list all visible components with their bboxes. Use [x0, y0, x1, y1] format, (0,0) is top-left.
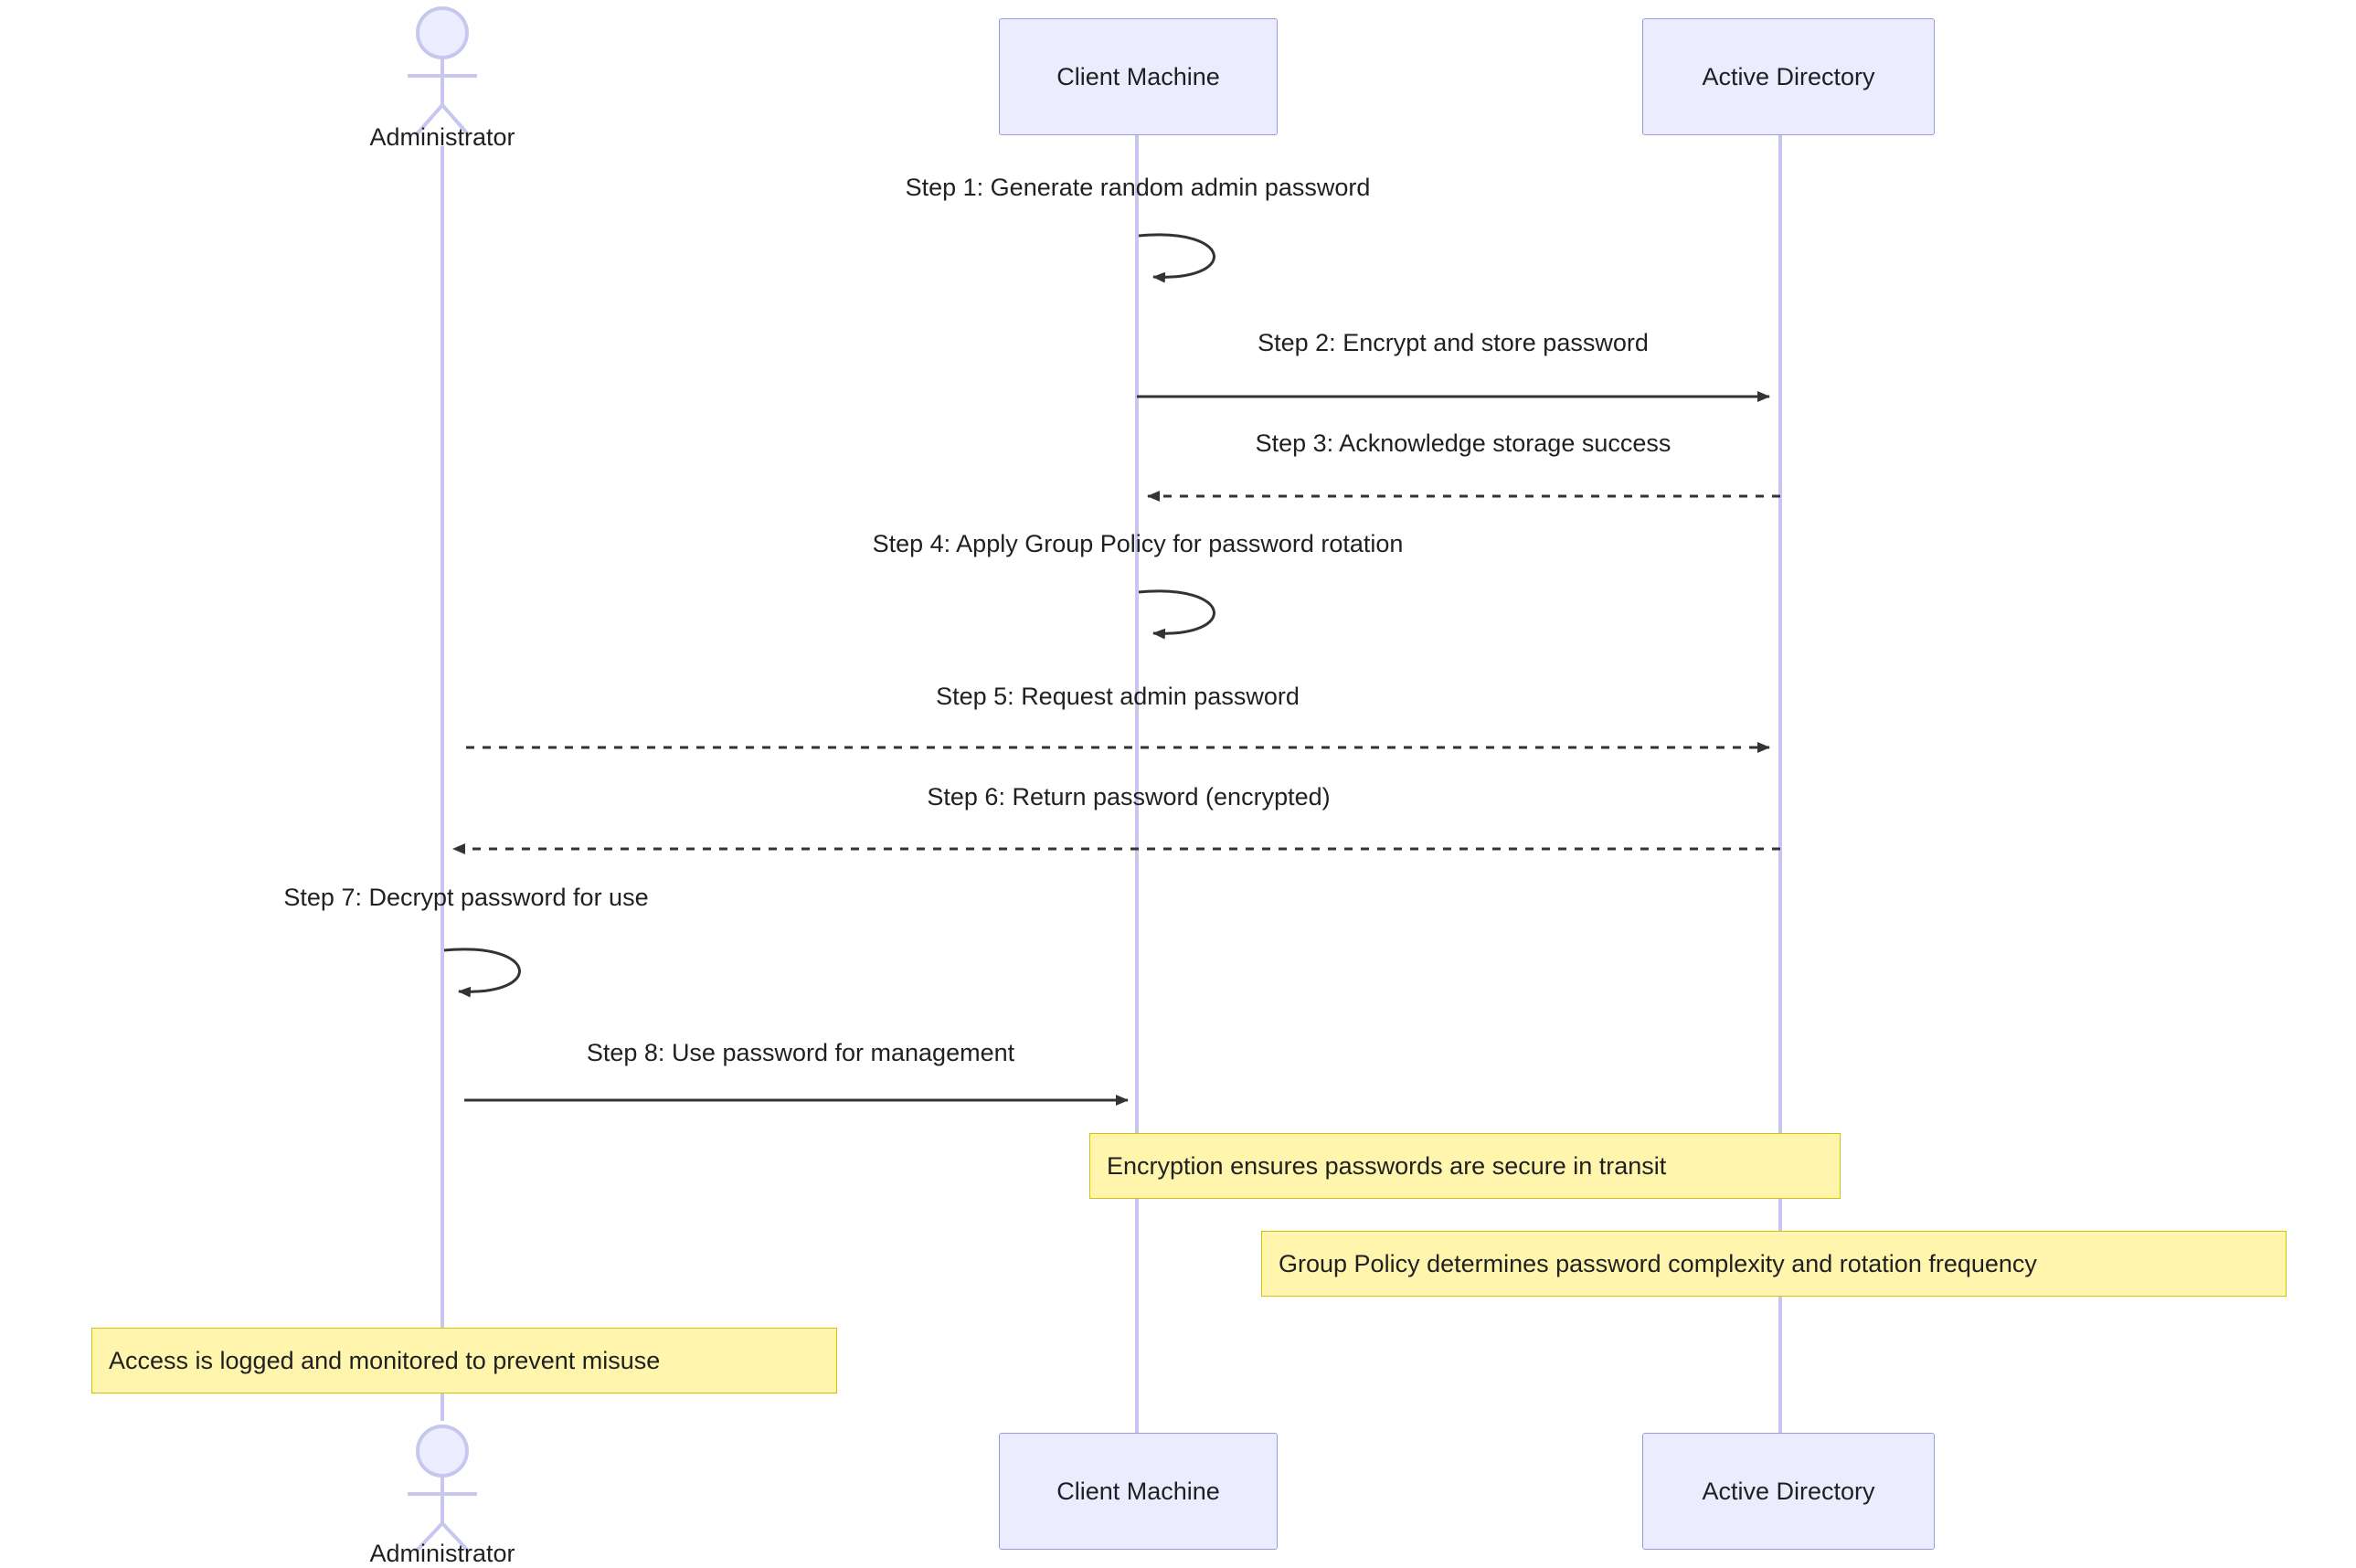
participant-box-client-machine-top[interactable] [999, 18, 1278, 135]
message-text: Step 4: Apply Group Policy for password rotation [872, 530, 1404, 557]
message-label-step2 [1101, 329, 1805, 357]
participant-box-active-directory-bottom[interactable] [1642, 1433, 1935, 1550]
participant-text: Client Machine [1056, 62, 1220, 90]
note-text: Group Policy determines password complexity and rotation frequency [1279, 1249, 2037, 1277]
message-label-step4 [786, 530, 1490, 558]
message-arrow-step7 [444, 949, 519, 991]
note-encryption [1089, 1133, 1841, 1199]
note-access-logging [91, 1328, 837, 1393]
message-label-step6 [777, 783, 1480, 811]
participant-text: Administrator [369, 1540, 515, 1567]
message-text: Step 1: Generate random admin password [905, 174, 1371, 201]
message-label-step3 [1111, 429, 1815, 458]
note-text: Access is logged and monitored to prevent misuse [109, 1346, 661, 1374]
actor-figure-bottom [408, 1426, 477, 1552]
message-text: Step 3: Acknowledge storage success [1255, 429, 1671, 457]
message-text: Step 7: Decrypt password for use [283, 884, 649, 911]
participant-text: Active Directory [1702, 1477, 1875, 1505]
message-text: Step 6: Return password (encrypted) [927, 783, 1331, 810]
participant-label-administrator-top [305, 123, 579, 152]
message-text: Step 2: Encrypt and store password [1258, 329, 1649, 356]
message-label-step5 [766, 683, 1470, 711]
participant-text: Administrator [369, 123, 515, 151]
message-text: Step 5: Request admin password [936, 683, 1300, 710]
note-text: Encryption ensures passwords are secure in transit [1107, 1151, 1667, 1180]
message-label-step1 [786, 174, 1490, 202]
message-text: Step 8: Use password for management [586, 1039, 1015, 1066]
participant-text: Client Machine [1056, 1477, 1220, 1505]
participant-label-administrator-bottom [305, 1540, 579, 1568]
participant-box-active-directory-top[interactable] [1642, 18, 1935, 135]
message-arrow-step4 [1139, 591, 1214, 633]
message-arrow-step1 [1139, 235, 1214, 277]
message-label-step7 [114, 884, 818, 912]
participant-box-client-machine-bottom[interactable] [999, 1433, 1278, 1550]
message-label-step8 [449, 1039, 1152, 1067]
participant-text: Active Directory [1702, 62, 1875, 90]
actor-figure-top [408, 8, 477, 135]
note-group-policy [1261, 1231, 2287, 1297]
